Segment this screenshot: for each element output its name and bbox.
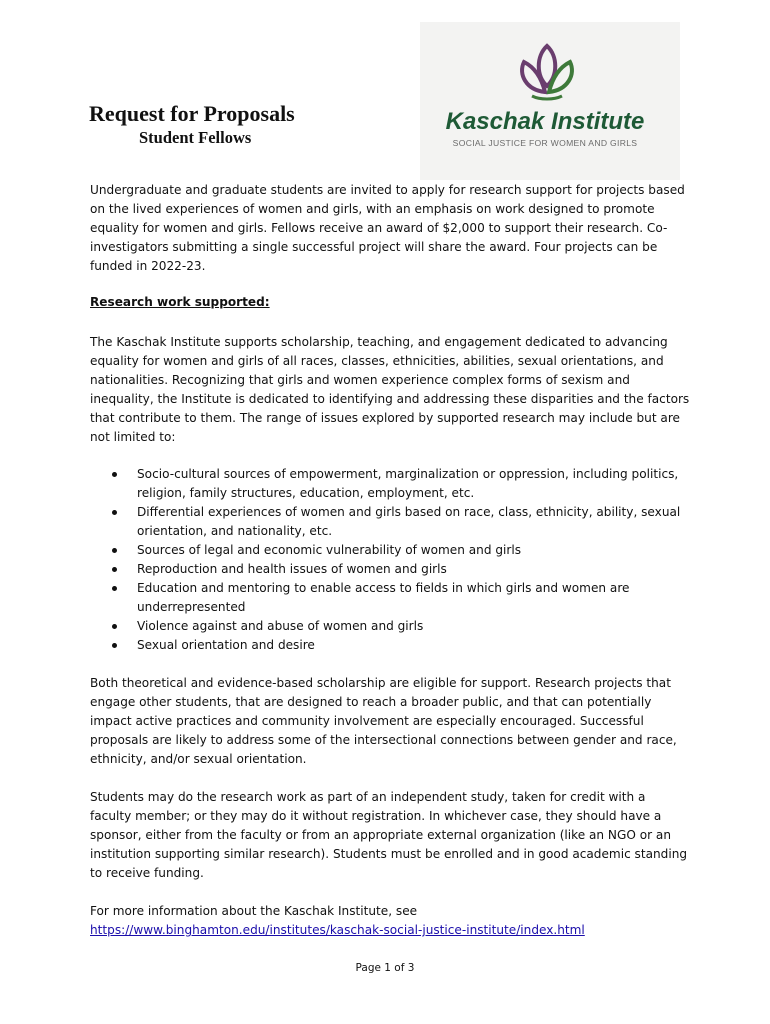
bullet-icon: [112, 472, 117, 477]
logo-name: Kaschak Institute: [445, 108, 645, 135]
research-heading: Research work supported:: [90, 295, 270, 309]
list-item-text: Reproduction and health issues of women and girls: [137, 562, 447, 576]
list-item: [90, 636, 690, 655]
list-item-text: Socio-cultural sources of empowerment, marginalization or oppression, including politics, religion, family structures, education, employment, etc.: [137, 467, 679, 500]
list-item: [90, 560, 690, 579]
institute-link[interactable]: https://www.binghamton.edu/institutes/kaschak-social-justice-institute/index.html: [90, 923, 585, 937]
intro-paragraph: Undergraduate and graduate students are invited to apply for research support for projects based on the lived experiences of women and girls, with an emphasis on work designed to promote equality for women and girls. Fellows receive an award of $2,000 to support their research. Co-investigators submitting a single successful project will share the award. Four projects can be funded in 2022-23.: [90, 183, 685, 273]
list-item-text: Differential experiences of women and girls based on race, class, ethnicity, ability, sexual orientation, and nationality, etc.: [137, 505, 681, 538]
list-item-text: Sexual orientation and desire: [137, 638, 315, 652]
list-item: [90, 465, 690, 503]
research-intro-paragraph: The Kaschak Institute supports scholarship, teaching, and engagement dedicated to advancing equality for women and girls of all races, classes, ethnicities, abilities, sexual orientations, and nationalities. Recognizing that girls and women experience complex forms of sexism and inequality, the Institute is dedicated to identifying and addressing these disparities and the factors that contribute to them. The range of issues explored by supported research may include but are not limited to:: [90, 335, 690, 444]
bullet-icon: [112, 510, 117, 515]
page-subtitle: Student Fellows: [139, 128, 252, 147]
bullet-icon: [112, 586, 117, 591]
bullet-icon: [112, 548, 117, 553]
list-item: [90, 579, 690, 617]
bullet-icon: [112, 643, 117, 648]
scholarship-paragraph: Both theoretical and evidence-based scholarship are eligible for support. Research projects that engage other students, that are designed to reach a broader public, and that can potentially impact active practices and community involvement are especially encouraged. Successful proposals are likely to address some of the intersectional connections between gender and race, ethnicity, and/or sexual orientation.: [90, 676, 677, 766]
page-title: Request for Proposals: [89, 101, 295, 126]
more-info-block: [90, 902, 690, 940]
list-item-text: Sources of legal and economic vulnerability of women and girls: [137, 543, 522, 557]
lotus-icon: [512, 40, 582, 104]
research-topics-list: [90, 465, 690, 655]
students-paragraph: Students may do the research work as part of an independent study, taken for credit with a faculty member; or they may do it without registration. In whichever case, they should have a sponsor, either from the faculty or from an appropriate external organization (like an NGO or an institution supporting similar research). Students must be enrolled and in good academic standing to receive funding.: [90, 790, 688, 880]
list-item-text: Violence against and abuse of women and girls: [137, 619, 424, 633]
logo-tagline: SOCIAL JUSTICE FOR WOMEN AND GIRLS: [452, 138, 638, 148]
bullet-icon: [112, 567, 117, 572]
list-item: [90, 503, 690, 541]
list-item-text: Education and mentoring to enable access to fields in which girls and women are underrepresented: [137, 581, 630, 614]
kaschak-logo: [420, 22, 680, 180]
page-number: Page 1 of 3: [355, 962, 415, 974]
bullet-icon: [112, 624, 117, 629]
list-item: [90, 617, 690, 636]
list-item: [90, 541, 690, 560]
more-info-text: For more information about the Kaschak Institute, see: [90, 904, 418, 918]
